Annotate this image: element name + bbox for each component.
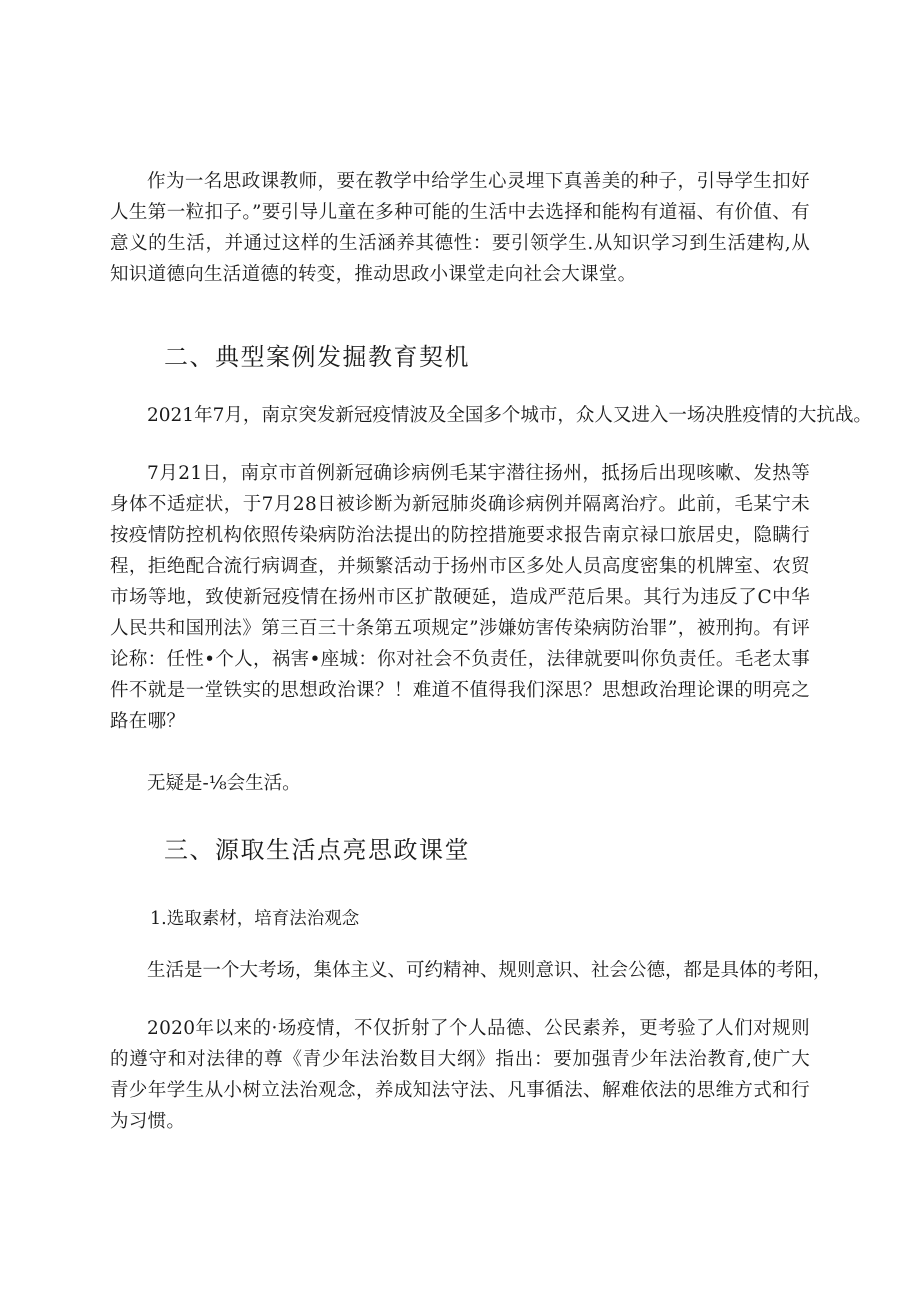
case-detail-paragraph: 7月21日，南京市首例新冠确诊病例毛某宇潜往扬州，抵扬后出现咳嗽、发热等身体不适症状，于7月28日被诊断为新冠肺炎确诊病例并隔离治疗。此前，毛某宁未按疫情防控机构依照传染病防治法提出的防控措施要求报告南京禄口旅居史，隐瞒行程，拒绝配合流行病调查，并频繁活动于扬州市区多处人员高度密集的机牌室、农贸市场等地，致使新冠疫情在扬州市区扩散硬延，造成严范后果。其行为违反了C中华人民共和国刑法》第三百三十条第五项规定”涉嫌妨害传染病防治罪”，被刑拘。有评论称：任性•个人，祸害•座城：你对社会不负责任，法律就要叫你负责任。毛老太事件不就是一堂铁实的思想政治课？！难道不值得我们深思？思想政治理论课的明亮之路在哪？ [110, 463, 810, 732]
conclusion-paragraph: 无疑是-⅛会生活。 [147, 773, 301, 794]
subsection-heading-select-material: 1.选取素材，培育法治观念 [150, 909, 360, 929]
law-education-paragraph: 2020年以来的·场疫情，不仅折射了个人品德、公民素养，更考验了人们对规则的遵守和对法律的尊《青少年法治数目大纲》指出：要加强青少年法治教育,使广大青少年学生从小树立法治观念，养成知法守法、凡事循法、解难依法的思维方式和行为习惯。 [110, 1018, 810, 1132]
section-heading-typical-cases: 二、典型案例发掘教育契机 [164, 343, 470, 371]
section-heading-life-classroom: 三、源取生活点亮思政课堂 [164, 836, 470, 864]
intro-paragraph: 作为一名思政课教师，要在教学中给学生心灵埋下真善美的种子，引导学生扣好人生第一粒扣子。”要引导儿童在多种可能的生活中去选择和能构有道福、有价值、有意义的生活，并通过这样的生活涵养其德性：要引领学生.从知识学习到生活建构,从知识道德向生活道德的转变，推动思政小课堂走向社会大课堂。 [110, 171, 810, 285]
life-test-paragraph: 生活是一个大考场，集体主义、可约精神、规则意识、社会公德，都是具体的考阳， [147, 960, 832, 981]
case-intro-paragraph: 2021年7月，南京突发新冠疫情波及全国多个城市，众人又进入一场决胜疫情的大抗战。 [147, 405, 872, 426]
